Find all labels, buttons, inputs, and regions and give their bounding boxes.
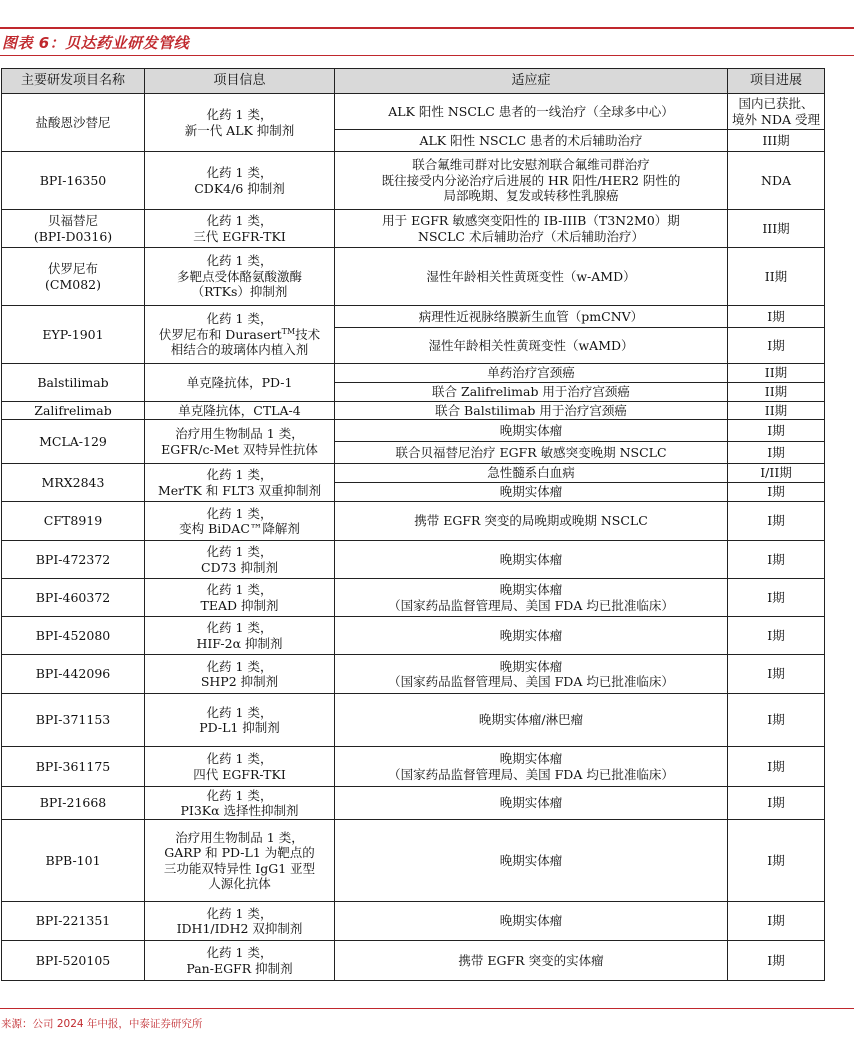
table-row <box>2 420 825 442</box>
figure-title: 图表 6：贝达药业研发管线 <box>2 34 190 52</box>
indication: 湿性年龄相关性黄斑变性（w-AMD） <box>335 248 728 306</box>
table-row <box>2 306 825 328</box>
progress: I期 <box>728 328 825 364</box>
project-name: BPI-371153 <box>2 694 145 747</box>
progress: I期 <box>728 941 825 981</box>
table-row <box>2 655 825 694</box>
project-name: BPI-16350 <box>2 152 145 210</box>
progress: III期 <box>728 210 825 248</box>
table-row <box>2 94 825 130</box>
progress: I期 <box>728 787 825 820</box>
progress: II期 <box>728 402 825 420</box>
progress: III期 <box>728 130 825 152</box>
project-info: 化药 1 类， 四代 EGFR-TKI <box>145 747 335 787</box>
progress: I期 <box>728 747 825 787</box>
indication: 联合贝福替尼治疗 EGFR 敏感突变晚期 NSCLC <box>335 442 728 464</box>
indication: 晚期实体瘤 <box>335 617 728 655</box>
project-info: 化药 1 类， TEAD 抑制剂 <box>145 579 335 617</box>
progress: II期 <box>728 383 825 402</box>
indication: 湿性年龄相关性黄斑变性（wAMD） <box>335 328 728 364</box>
indication: 晚期实体瘤 <box>335 787 728 820</box>
project-info: 治疗用生物制品 1 类， EGFR/c-Met 双特异性抗体 <box>145 420 335 464</box>
bottom-rule <box>0 1008 854 1009</box>
project-info: 化药 1 类， MerTK 和 FLT3 双重抑制剂 <box>145 464 335 502</box>
progress: I期 <box>728 617 825 655</box>
project-info: 单克隆抗体，CTLA-4 <box>145 402 335 420</box>
table-row <box>2 747 825 787</box>
table-row <box>2 820 825 902</box>
header-info: 项目信息 <box>145 69 335 94</box>
indication: 晚期实体瘤 （国家药品监督管理局、美国 FDA 均已批准临床） <box>335 655 728 694</box>
progress: I期 <box>728 820 825 902</box>
progress: I期 <box>728 655 825 694</box>
indication: 晚期实体瘤 （国家药品监督管理局、美国 FDA 均已批准临床） <box>335 579 728 617</box>
project-info: 化药 1 类， PI3Kα 选择性抑制剂 <box>145 787 335 820</box>
header-name: 主要研发项目名称 <box>2 69 145 94</box>
table-row <box>2 248 825 306</box>
progress: I期 <box>728 483 825 502</box>
progress: II期 <box>728 248 825 306</box>
progress: NDA <box>728 152 825 210</box>
source-note: 来源：公司 2024 年中报，中泰证券研究所 <box>1 1018 203 1030</box>
indication: 晚期实体瘤 <box>335 483 728 502</box>
indication: 用于 EGFR 敏感突变阳性的 IB-IIIB（T3N2M0）期 NSCLC 术后辅助治疗（术后辅助治疗） <box>335 210 728 248</box>
table-row <box>2 464 825 483</box>
table-row <box>2 152 825 210</box>
project-info: 化药 1 类， HIF-2α 抑制剂 <box>145 617 335 655</box>
indication: 联合 Zalifrelimab 用于治疗宫颈癌 <box>335 383 728 402</box>
project-name: BPB-101 <box>2 820 145 902</box>
project-info: 化药 1 类， PD-L1 抑制剂 <box>145 694 335 747</box>
project-info: 化药 1 类， IDH1/IDH2 双抑制剂 <box>145 902 335 941</box>
progress: 国内已获批、 境外 NDA 受理 <box>728 94 825 130</box>
project-info: 化药 1 类， SHP2 抑制剂 <box>145 655 335 694</box>
project-name: BPI-472372 <box>2 541 145 579</box>
progress: I期 <box>728 442 825 464</box>
project-name: BPI-442096 <box>2 655 145 694</box>
project-info: 化药 1 类， 变构 BiDAC™降解剂 <box>145 502 335 541</box>
indication: 晚期实体瘤 <box>335 541 728 579</box>
project-name: BPI-361175 <box>2 747 145 787</box>
indication: 携带 EGFR 突变的局晚期或晚期 NSCLC <box>335 502 728 541</box>
indication: 病理性近视脉络膜新生血管（pmCNV） <box>335 306 728 328</box>
progress: I期 <box>728 694 825 747</box>
progress: II期 <box>728 364 825 383</box>
table-row <box>2 617 825 655</box>
project-name: Zalifrelimab <box>2 402 145 420</box>
trademark-sup: TM <box>281 326 296 336</box>
pipeline-table <box>1 68 825 981</box>
project-name: 伏罗尼布 (CM082) <box>2 248 145 306</box>
table-row <box>2 541 825 579</box>
table-row <box>2 579 825 617</box>
project-name: CFT8919 <box>2 502 145 541</box>
indication: 晚期实体瘤 <box>335 420 728 442</box>
progress: I期 <box>728 420 825 442</box>
project-name: BPI-221351 <box>2 902 145 941</box>
project-name: BPI-460372 <box>2 579 145 617</box>
project-name: EYP-1901 <box>2 306 145 364</box>
progress: I期 <box>728 902 825 941</box>
project-info: 化药 1 类， 伏罗尼布和 Durasert™技术 相结合的玻璃体内植入剂 <box>145 306 335 364</box>
indication: 晚期实体瘤/淋巴瘤 <box>335 694 728 747</box>
project-name: Balstilimab <box>2 364 145 402</box>
header-progress: 项目进展 <box>728 69 825 94</box>
project-info: 化药 1 类， 新一代 ALK 抑制剂 <box>145 94 335 152</box>
table-row <box>2 941 825 981</box>
indication: 晚期实体瘤 <box>335 902 728 941</box>
table-header-row <box>2 69 825 94</box>
project-info: 化药 1 类， CDK4/6 抑制剂 <box>145 152 335 210</box>
table-row <box>2 402 825 420</box>
top-rule <box>0 27 854 29</box>
table-row <box>2 502 825 541</box>
table-row <box>2 787 825 820</box>
project-info: 化药 1 类， 三代 EGFR-TKI <box>145 210 335 248</box>
indication: ALK 阳性 NSCLC 患者的术后辅助治疗 <box>335 130 728 152</box>
project-name: 盐酸恩沙替尼 <box>2 94 145 152</box>
project-name: BPI-452080 <box>2 617 145 655</box>
table-row <box>2 694 825 747</box>
table-row <box>2 902 825 941</box>
project-info: 化药 1 类， Pan-EGFR 抑制剂 <box>145 941 335 981</box>
progress: I期 <box>728 541 825 579</box>
indication: 联合氟维司群对比安慰剂联合氟维司群治疗 既往接受内分泌治疗后进展的 HR 阳性/HER2 阴性的 局部晚期、复发或转移性乳腺癌 <box>335 152 728 210</box>
project-name: BPI-520105 <box>2 941 145 981</box>
project-info: 治疗用生物制品 1 类， GARP 和 PD-L1 为靶点的 三功能双特异性 IgG1 亚型 人源化抗体 <box>145 820 335 902</box>
project-name: MCLA-129 <box>2 420 145 464</box>
header-indication: 适应症 <box>335 69 728 94</box>
progress: I/II期 <box>728 464 825 483</box>
table-row <box>2 364 825 383</box>
progress: I期 <box>728 502 825 541</box>
title-rule <box>0 55 854 56</box>
indication: 联合 Balstilimab 用于治疗宫颈癌 <box>335 402 728 420</box>
project-name: MRX2843 <box>2 464 145 502</box>
progress: I期 <box>728 306 825 328</box>
indication: ALK 阳性 NSCLC 患者的一线治疗（全球多中心） <box>335 94 728 130</box>
indication: 晚期实体瘤 <box>335 820 728 902</box>
project-info: 化药 1 类， 多靶点受体酪氨酸激酶 （RTKs）抑制剂 <box>145 248 335 306</box>
indication: 单药治疗宫颈癌 <box>335 364 728 383</box>
indication: 急性髓系白血病 <box>335 464 728 483</box>
indication: 晚期实体瘤 （国家药品监督管理局、美国 FDA 均已批准临床） <box>335 747 728 787</box>
progress: I期 <box>728 579 825 617</box>
project-info: 单克隆抗体，PD-1 <box>145 364 335 402</box>
table-row <box>2 210 825 248</box>
indication: 携带 EGFR 突变的实体瘤 <box>335 941 728 981</box>
project-name: BPI-21668 <box>2 787 145 820</box>
project-info: 化药 1 类， CD73 抑制剂 <box>145 541 335 579</box>
project-name: 贝福替尼 (BPI-D0316) <box>2 210 145 248</box>
